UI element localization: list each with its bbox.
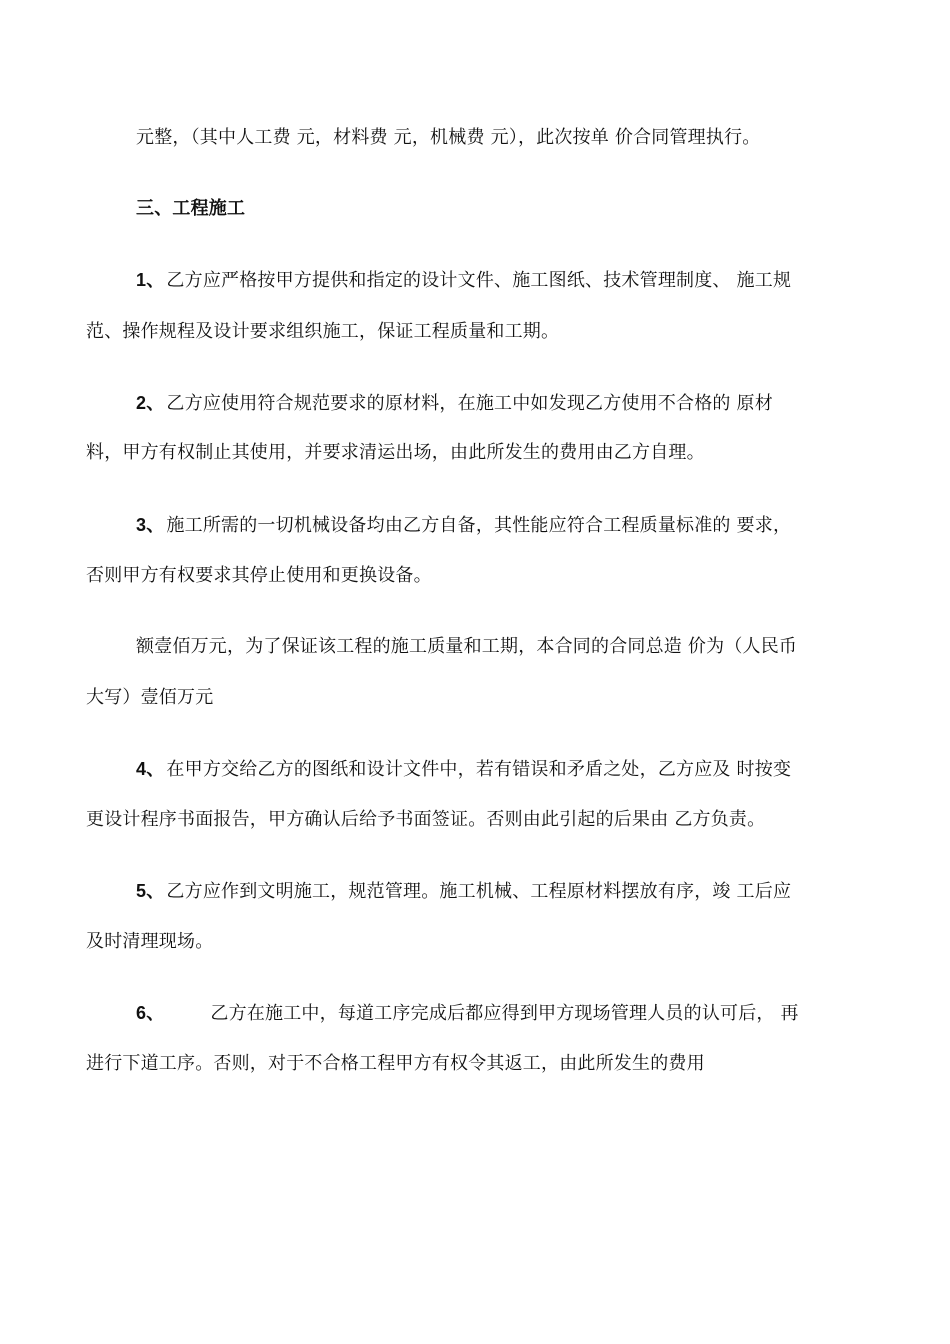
item-number: 6、 xyxy=(136,1003,165,1023)
line-text: 更设计程序书面报告，甲方确认后给予书面签证。否则由此引起的后果由 乙方负责。 xyxy=(86,809,766,830)
item-number: 5、 xyxy=(136,881,165,901)
item-number: 2、 xyxy=(136,393,165,413)
item-number: 1、 xyxy=(136,270,165,290)
line-text: 在甲方交给乙方的图纸和设计文件中，若有错误和矛盾之处，乙方应及 时按变 xyxy=(166,759,792,780)
item-number: 4、 xyxy=(136,759,165,779)
line-text: 进行下道工序。否则，对于不合格工程甲方有权令其返工，由此所发生的费用 xyxy=(86,1053,705,1074)
paragraph-line xyxy=(86,564,432,588)
paragraph-line xyxy=(136,635,797,659)
line-text: 乙方在施工中，每道工序完成后都应得到甲方现场管理人员的认可后， 再 xyxy=(210,1003,799,1024)
line-text: 元整，（其中人工费 元，材料费 元，机械费 元），此次按单 价合同管理执行。 xyxy=(136,127,761,148)
line-text: 乙方应使用符合规范要求的原材料，在施工中如发现乙方使用不合格的 原材 xyxy=(166,393,773,414)
line-text: 乙方应严格按甲方提供和指定的设计文件、施工图纸、技术管理制度、 施工规 xyxy=(166,270,792,291)
paragraph-line xyxy=(136,513,791,538)
line-text: 范、操作规程及设计要求组织施工，保证工程质量和工期。 xyxy=(86,321,560,342)
line-text: 大写）壹佰万元 xyxy=(86,687,214,708)
paragraph-line xyxy=(136,268,791,293)
paragraph-line xyxy=(86,686,213,710)
paragraph-line xyxy=(86,441,705,465)
heading-text: 三、工程施工 xyxy=(136,198,246,219)
line-text: 额壹佰万元，为了保证该工程的施工质量和工期，本合同的合同总造 价为（人民币 xyxy=(136,636,798,657)
line-text: 施工所需的一切机械设备均由乙方自备，其性能应符合工程质量标准的 要求， xyxy=(166,515,792,536)
paragraph-line xyxy=(136,757,791,782)
paragraph-line xyxy=(86,930,213,954)
paragraph-line xyxy=(86,1052,705,1076)
paragraph-line xyxy=(136,126,760,150)
paragraph-line xyxy=(86,808,765,832)
paragraph-line xyxy=(136,1001,799,1026)
paragraph-line xyxy=(136,391,773,416)
line-text: 乙方应作到文明施工，规范管理。施工机械、工程原材料摆放有序，竣 工后应 xyxy=(166,881,792,902)
line-text: 否则甲方有权要求其停止使用和更换设备。 xyxy=(86,565,432,586)
paragraph-line xyxy=(86,320,559,344)
item-number: 3、 xyxy=(136,515,165,535)
section-heading xyxy=(136,197,245,221)
paragraph-line xyxy=(136,879,791,904)
line-text: 及时清理现场。 xyxy=(86,931,214,952)
line-text: 料，甲方有权制止其使用，并要求清运出场，由此所发生的费用由乙方自理。 xyxy=(86,442,705,463)
